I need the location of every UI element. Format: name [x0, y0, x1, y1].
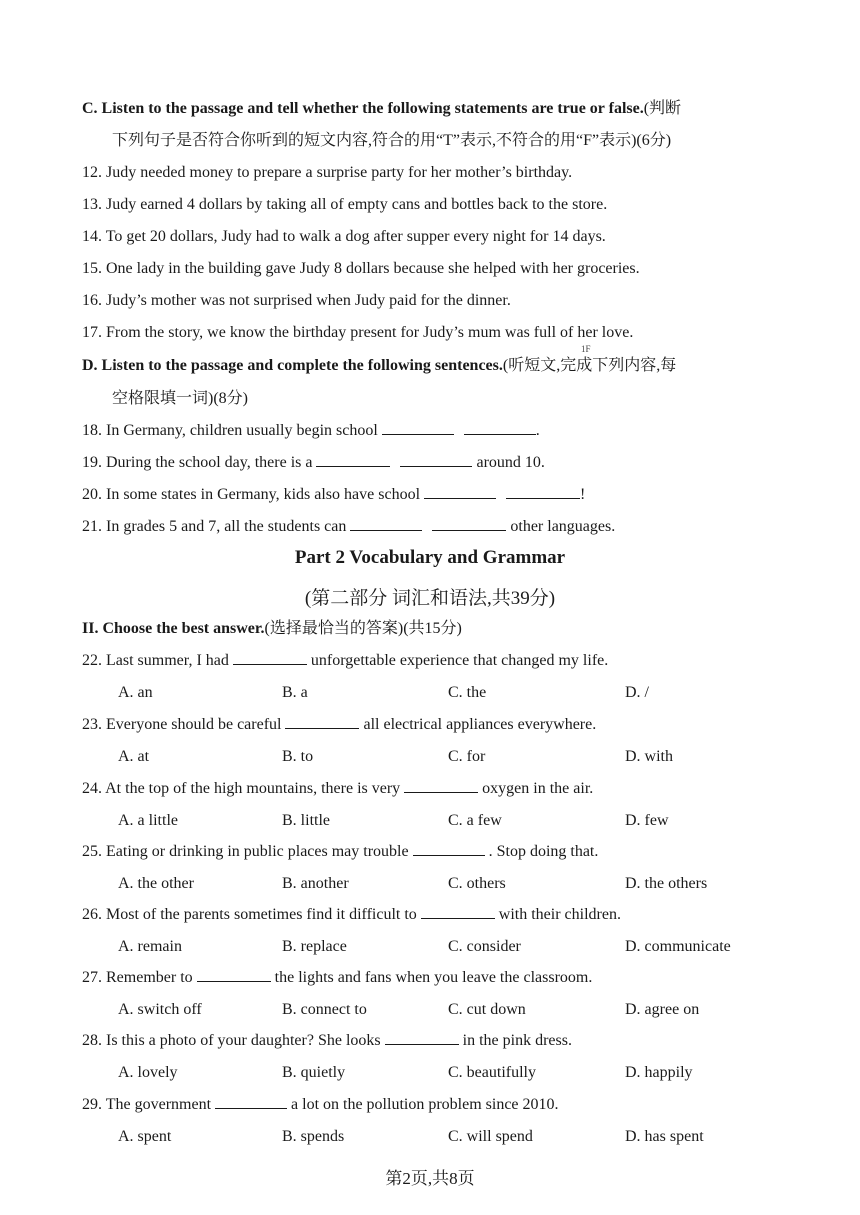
option-b[interactable]: B. to — [282, 748, 314, 765]
statement-item: 14. To get 20 dollars, Judy had to walk a dog after supper every night for 14 days. — [82, 228, 606, 245]
option-d[interactable]: D. communicate — [625, 938, 731, 955]
option-a[interactable]: A. at — [118, 748, 150, 765]
question-post: a lot on the pollution problem since 2010. — [291, 1096, 559, 1113]
section-ii-heading — [82, 618, 462, 640]
question-post: . Stop doing that. — [488, 843, 599, 860]
option-a[interactable]: A. remain — [118, 938, 182, 955]
section-d-heading-cn-1: (听短文,完成下列内容,每 — [502, 357, 677, 374]
section-c-heading-cn-1: (判断 — [643, 100, 682, 117]
answer-blank[interactable] — [424, 484, 496, 499]
option-b[interactable]: B. quietly — [282, 1064, 346, 1081]
answer-blank[interactable] — [215, 1094, 287, 1109]
option-d[interactable]: D. agree on — [625, 1001, 700, 1018]
question-pre: 29. The government — [82, 1096, 212, 1113]
question-post: unforgettable experience that changed my life. — [310, 652, 609, 669]
option-a[interactable]: A. lovely — [118, 1064, 178, 1081]
answer-blank[interactable] — [285, 714, 359, 729]
option-b[interactable]: B. a — [282, 684, 308, 701]
question-stem — [82, 841, 598, 863]
question-stem — [82, 1094, 559, 1116]
question-post: with their children. — [498, 906, 621, 923]
section-ii-heading-en: II. Choose the best answer. — [82, 620, 265, 637]
answer-blank[interactable] — [404, 778, 478, 793]
option-a[interactable]: A. an — [118, 684, 153, 701]
section-d-heading-en: D. Listen to the passage and complete the following sentences. — [82, 357, 503, 374]
option-d[interactable]: D. happily — [625, 1064, 693, 1081]
sentence-post: other languages. — [510, 518, 616, 535]
answer-blank[interactable] — [464, 420, 536, 435]
option-b[interactable]: B. little — [282, 812, 330, 829]
sentence-pre: 20. In some states in Germany, kids also have school — [82, 486, 421, 503]
sentence-pre: 19. During the school day, there is a — [82, 454, 313, 471]
option-c[interactable]: C. beautifully — [448, 1064, 536, 1081]
page-number-footer: 第2页,共8页 — [385, 1169, 475, 1188]
option-a[interactable]: A. the other — [118, 875, 194, 892]
question-pre: 26. Most of the parents sometimes find it difficult to — [82, 906, 417, 923]
section-c-heading — [82, 98, 681, 120]
section-c-heading-cn-2: 下列句子是否符合你听到的短文内容,符合的用“T”表示,不符合的用“F”表示)(6分) — [112, 132, 672, 149]
option-c[interactable]: C. for — [448, 748, 486, 765]
answer-blank[interactable] — [382, 420, 454, 435]
option-b[interactable]: B. replace — [282, 938, 347, 955]
option-c[interactable]: C. cut down — [448, 1001, 526, 1018]
sentence-pre: 21. In grades 5 and 7, all the students can — [82, 518, 347, 535]
section-d-heading-cn-2: 空格限填一词)(8分) — [112, 390, 248, 407]
sentence-post: around 10. — [476, 454, 545, 471]
question-pre: 27. Remember to — [82, 969, 193, 986]
option-d[interactable]: D. the others — [625, 875, 708, 892]
answer-blank[interactable] — [400, 452, 472, 467]
option-b[interactable]: B. spends — [282, 1128, 345, 1145]
question-post: oxygen in the air. — [482, 780, 594, 797]
question-post: the lights and fans when you leave the classroom. — [274, 969, 593, 986]
section-d-heading — [82, 355, 676, 377]
part-2-title: Part 2 Vocabulary and Grammar — [294, 547, 566, 568]
option-b[interactable]: B. another — [282, 875, 349, 892]
question-stem — [82, 714, 596, 736]
fill-sentence — [82, 452, 545, 474]
question-stem — [82, 967, 592, 989]
option-d[interactable]: D. few — [625, 812, 669, 829]
part-2-subtitle: (第二部分 词汇和语法,共39分) — [304, 588, 556, 609]
option-c[interactable]: C. will spend — [448, 1128, 533, 1145]
question-post: in the pink dress. — [462, 1032, 572, 1049]
question-stem — [82, 1030, 572, 1052]
sentence-pre: 18. In Germany, children usually begin school — [82, 422, 378, 439]
question-stem — [82, 650, 608, 672]
answer-blank[interactable] — [385, 1030, 459, 1045]
statement-item: 16. Judy’s mother was not surprised when Judy paid for the dinner. — [82, 292, 511, 309]
answer-blank[interactable] — [506, 484, 580, 499]
option-a[interactable]: A. spent — [118, 1128, 172, 1145]
sentence-post: ! — [580, 486, 586, 503]
answer-blank[interactable] — [413, 841, 485, 856]
fill-sentence — [82, 420, 540, 442]
section-ii-heading-cn: (选择最恰当的答案)(共15分) — [264, 620, 462, 637]
option-a[interactable]: A. switch off — [118, 1001, 202, 1018]
statement-item: 17. From the story, we know the birthday present for Judy’s mum was full of her love. — [82, 324, 634, 341]
answer-blank[interactable] — [316, 452, 390, 467]
statement-item: 13. Judy earned 4 dollars by taking all of empty cans and bottles back to the store. — [82, 196, 608, 213]
option-c[interactable]: C. consider — [448, 938, 521, 955]
fill-sentence — [82, 484, 585, 506]
answer-blank[interactable] — [233, 650, 307, 665]
option-c[interactable]: C. a few — [448, 812, 502, 829]
option-d[interactable]: D. / — [625, 684, 649, 701]
option-b[interactable]: B. connect to — [282, 1001, 367, 1018]
stray-mark: 1F — [581, 344, 591, 354]
question-post: all electrical appliances everywhere. — [363, 716, 597, 733]
answer-blank[interactable] — [350, 516, 422, 531]
option-d[interactable]: D. has spent — [625, 1128, 704, 1145]
answer-blank[interactable] — [197, 967, 271, 982]
question-pre: 28. Is this a photo of your daughter? She looks — [82, 1032, 381, 1049]
question-pre: 24. At the top of the high mountains, there is very — [82, 780, 401, 797]
question-pre: 23. Everyone should be careful — [82, 716, 282, 733]
statement-item: 15. One lady in the building gave Judy 8 dollars because she helped with her groceries. — [82, 260, 640, 277]
question-stem — [82, 904, 621, 926]
option-a[interactable]: A. a little — [118, 812, 178, 829]
statement-item: 12. Judy needed money to prepare a surprise party for her mother’s birthday. — [82, 164, 573, 181]
option-d[interactable]: D. with — [625, 748, 673, 765]
option-c[interactable]: C. the — [448, 684, 487, 701]
answer-blank[interactable] — [432, 516, 506, 531]
sentence-post: . — [535, 422, 540, 439]
question-pre: 22. Last summer, I had — [82, 652, 229, 669]
fill-sentence — [82, 516, 615, 538]
option-c[interactable]: C. others — [448, 875, 506, 892]
section-c-heading-en: C. Listen to the passage and tell whether the following statements are true or false. — [82, 100, 644, 117]
answer-blank[interactable] — [421, 904, 495, 919]
question-stem — [82, 778, 593, 800]
question-pre: 25. Eating or drinking in public places may trouble — [82, 843, 409, 860]
